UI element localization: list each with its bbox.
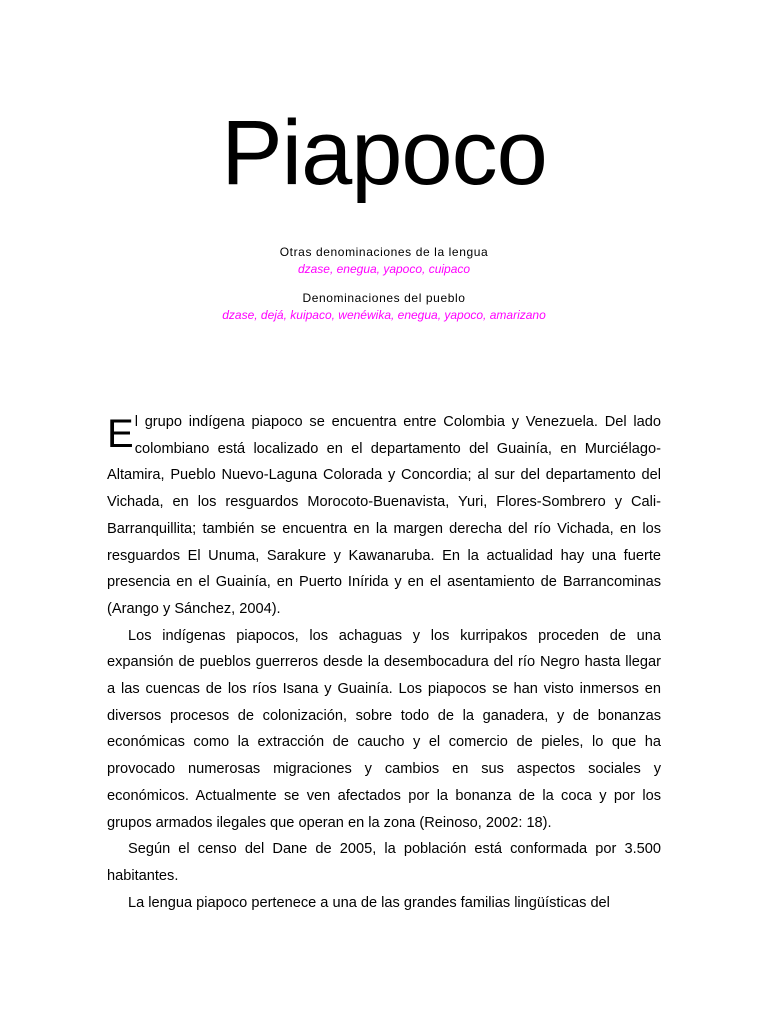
drop-cap: E <box>107 412 134 456</box>
paragraph-1-text: l grupo indígena piapoco se encuentra entre Colombia y Venezuela. Del lado colombiano está localizado en el departamento del Guainía, en Murciélago-Altamira, Pueblo Nuevo-Laguna Colorada y Concordia; al sur del departamento del Vichada, en los resguardos Morocoto-Buenavista, Yuri, Flores-Sombrero y Cali-Barranquillita; también se encuentra en la margen derecha del río Vichada, en los resguardos El Unuma, Sarakure y Kawanaruba. En la actualidad hay una fuerte presencia en el Guainía, en Puerto Inírida y en el asentamiento de Barrancominas (Arango y Sánchez, 2004). <box>107 414 661 617</box>
page-title: Piapoco <box>221 102 547 204</box>
people-names-block <box>0 290 768 324</box>
paragraph-3: Según el censo del Dane de 2005, la población está conformada por 3.500 habitantes. <box>107 841 661 884</box>
people-names-values: dzase, dejá, kuipaco, wenéwika, enegua, yapoco, amarizano <box>222 308 546 322</box>
people-names-label: Denominaciones del pueblo <box>302 291 466 305</box>
language-names-block <box>0 244 768 278</box>
body-text <box>107 409 661 916</box>
paragraph-4: La lengua piapoco pertenece a una de las grandes familias lingüísticas del <box>128 894 610 911</box>
paragraph-2: Los indígenas piapocos, los achaguas y los kurripakos proceden de una expansión de pueblos guerreros desde la desembocadura del río Negro hasta llegar a las cuencas de los ríos Isana y Guainía. Los piapocos se han visto inmersos en diversos procesos de colonización, sobre todo de la ganadera, y de bonanzas económicas como la extracción de caucho y el comercio de pieles, lo que ha provocado numerosas migraciones y cambios en sus aspectos sociales y económicos. Actualmente se ven afectados por la bonanza de la coca y por los grupos armados ilegales que operan en la zona (Reinoso, 2002: 18). <box>107 627 661 831</box>
paragraph-1 <box>107 409 661 623</box>
language-names-label: Otras denominaciones de la lengua <box>279 245 489 259</box>
language-names-values: dzase, enegua, yapoco, cuipaco <box>297 262 471 276</box>
